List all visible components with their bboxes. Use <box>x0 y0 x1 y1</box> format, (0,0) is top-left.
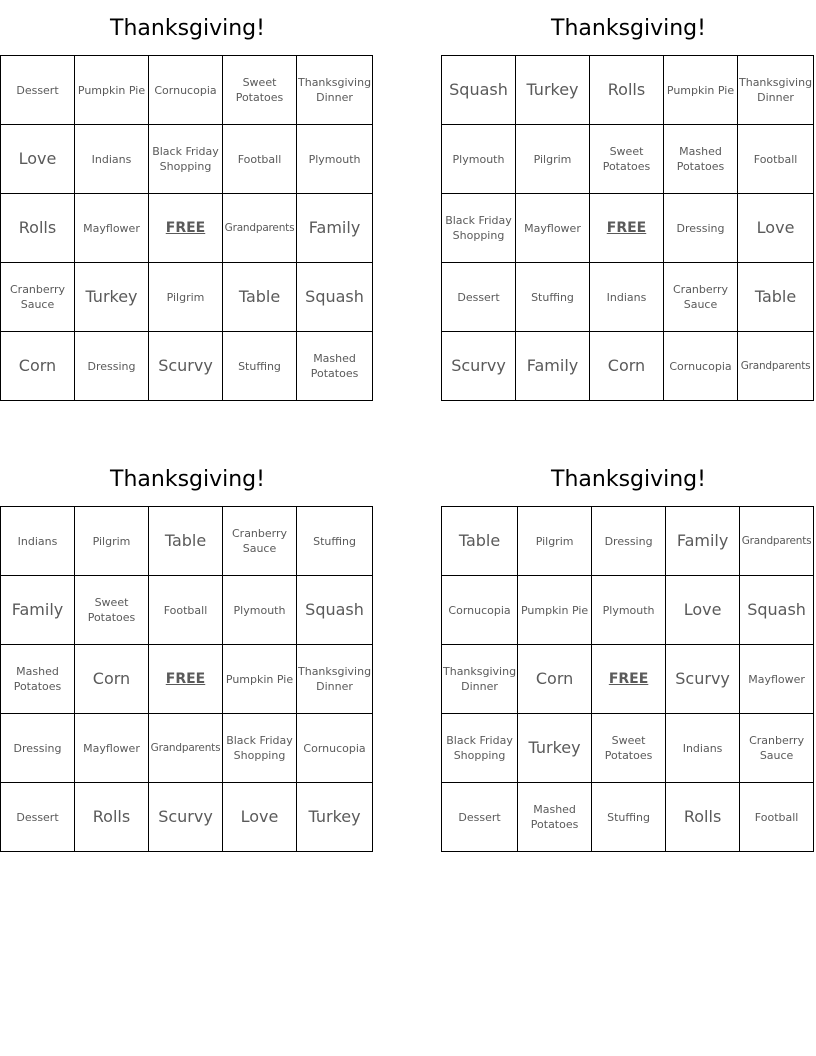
bingo-cell: Love <box>666 576 740 645</box>
bingo-cell: Turkey <box>297 783 373 852</box>
bingo-cell: Squash <box>297 263 373 332</box>
free-space: FREE <box>592 645 666 714</box>
bingo-cell: Pilgrim <box>518 507 592 576</box>
bingo-cell: Cornucopia <box>664 332 738 401</box>
bingo-cell: Thanksgiving Dinner <box>297 645 373 714</box>
bingo-cell: Sweet Potatoes <box>75 576 149 645</box>
bingo-grid <box>441 55 814 401</box>
bingo-cell: Table <box>442 507 518 576</box>
bingo-cell: Corn <box>590 332 664 401</box>
grid-row <box>1 576 373 645</box>
bingo-cell: Cranberry Sauce <box>1 263 75 332</box>
grid-row <box>442 56 814 125</box>
bingo-cell: Thanksgiving Dinner <box>297 56 373 125</box>
bingo-cell: Dessert <box>1 56 75 125</box>
bingo-cell: Scurvy <box>149 783 223 852</box>
bingo-cell: Pumpkin Pie <box>223 645 297 714</box>
bingo-grid <box>0 55 373 401</box>
grid-row <box>1 645 373 714</box>
bingo-cell: Football <box>149 576 223 645</box>
bingo-cell: Black Friday Shopping <box>223 714 297 783</box>
free-space: FREE <box>590 194 664 263</box>
bingo-cell: Mashed Potatoes <box>664 125 738 194</box>
bingo-cell: Mayflower <box>75 194 149 263</box>
bingo-cell: Stuffing <box>592 783 666 852</box>
bingo-cell: Thanksgiving Dinner <box>738 56 814 125</box>
bingo-cell: Mayflower <box>75 714 149 783</box>
bingo-cell: Stuffing <box>516 263 590 332</box>
bingo-cell: Mashed Potatoes <box>1 645 75 714</box>
bingo-cell: Cranberry Sauce <box>664 263 738 332</box>
bingo-cell: Corn <box>75 645 149 714</box>
bingo-cell: Turkey <box>75 263 149 332</box>
bingo-cell: Corn <box>518 645 592 714</box>
free-space: FREE <box>149 645 223 714</box>
bingo-cell: Black Friday Shopping <box>442 714 518 783</box>
bingo-cell: Squash <box>740 576 814 645</box>
grid-row <box>1 125 373 194</box>
bingo-cell: Dressing <box>75 332 149 401</box>
bingo-cell: Indians <box>666 714 740 783</box>
bingo-cell: Family <box>297 194 373 263</box>
bingo-cell: Mashed Potatoes <box>518 783 592 852</box>
bingo-cell: Plymouth <box>223 576 297 645</box>
bingo-cell: Turkey <box>516 56 590 125</box>
card-title: Thanksgiving! <box>110 16 265 41</box>
bingo-cell: Football <box>740 783 814 852</box>
bingo-cell: Indians <box>590 263 664 332</box>
bingo-cell: Family <box>666 507 740 576</box>
bingo-cell: Dressing <box>592 507 666 576</box>
bingo-cell: Sweet Potatoes <box>592 714 666 783</box>
bingo-cell: Stuffing <box>223 332 297 401</box>
bingo-cell: Dessert <box>442 783 518 852</box>
bingo-cell: Black Friday Shopping <box>149 125 223 194</box>
bingo-cell: Football <box>738 125 814 194</box>
bingo-cell: Family <box>516 332 590 401</box>
bingo-cell: Table <box>149 507 223 576</box>
bingo-cell: Cranberry Sauce <box>223 507 297 576</box>
bingo-cell: Pumpkin Pie <box>518 576 592 645</box>
grid-row <box>1 714 373 783</box>
bingo-cell: Cornucopia <box>442 576 518 645</box>
bingo-cell: Thanksgiving Dinner <box>442 645 518 714</box>
bingo-cell: Rolls <box>666 783 740 852</box>
bingo-cell: Family <box>1 576 75 645</box>
bingo-cell: Indians <box>1 507 75 576</box>
bingo-cell: Plymouth <box>297 125 373 194</box>
bingo-cell: Pumpkin Pie <box>75 56 149 125</box>
grid-row <box>442 576 814 645</box>
bingo-cell: Grandparents <box>149 714 223 783</box>
bingo-cell: Dressing <box>1 714 75 783</box>
bingo-cell: Scurvy <box>666 645 740 714</box>
card-title: Thanksgiving! <box>110 467 265 492</box>
bingo-cell: Scurvy <box>442 332 516 401</box>
grid-row <box>442 332 814 401</box>
card-title: Thanksgiving! <box>551 467 706 492</box>
bingo-cell: Table <box>223 263 297 332</box>
bingo-cell: Dessert <box>1 783 75 852</box>
bingo-cell: Scurvy <box>149 332 223 401</box>
bingo-grid <box>441 506 814 852</box>
bingo-cell: Plymouth <box>442 125 516 194</box>
bingo-cell: Love <box>738 194 814 263</box>
bingo-cell: Pilgrim <box>516 125 590 194</box>
bingo-cell: Grandparents <box>740 507 814 576</box>
grid-row <box>1 263 373 332</box>
bingo-cell: Sweet Potatoes <box>590 125 664 194</box>
bingo-cell: Sweet Potatoes <box>223 56 297 125</box>
bingo-cell: Table <box>738 263 814 332</box>
bingo-cell: Grandparents <box>223 194 297 263</box>
bingo-cell: Indians <box>75 125 149 194</box>
bingo-cell: Rolls <box>75 783 149 852</box>
grid-row <box>1 507 373 576</box>
bingo-grid <box>0 506 373 852</box>
bingo-cell: Squash <box>442 56 516 125</box>
card-title: Thanksgiving! <box>551 16 706 41</box>
bingo-cell: Cornucopia <box>149 56 223 125</box>
grid-row <box>442 263 814 332</box>
bingo-cell: Dressing <box>664 194 738 263</box>
bingo-cell: Grandparents <box>738 332 814 401</box>
bingo-cell: Love <box>223 783 297 852</box>
bingo-cell: Stuffing <box>297 507 373 576</box>
bingo-cell: Love <box>1 125 75 194</box>
bingo-cell: Cranberry Sauce <box>740 714 814 783</box>
bingo-cell: Pumpkin Pie <box>664 56 738 125</box>
grid-row <box>1 194 373 263</box>
bingo-cell: Dessert <box>442 263 516 332</box>
bingo-cell: Mashed Potatoes <box>297 332 373 401</box>
bingo-cell: Mayflower <box>516 194 590 263</box>
bingo-cell: Pilgrim <box>149 263 223 332</box>
bingo-cell: Mayflower <box>740 645 814 714</box>
bingo-cell: Pilgrim <box>75 507 149 576</box>
bingo-cell: Rolls <box>590 56 664 125</box>
bingo-cell: Corn <box>1 332 75 401</box>
grid-row <box>442 783 814 852</box>
free-space: FREE <box>149 194 223 263</box>
bingo-cell: Squash <box>297 576 373 645</box>
grid-row <box>1 332 373 401</box>
grid-row <box>442 194 814 263</box>
bingo-cell: Cornucopia <box>297 714 373 783</box>
bingo-cell: Turkey <box>518 714 592 783</box>
bingo-cell: Rolls <box>1 194 75 263</box>
bingo-cell: Black Friday Shopping <box>442 194 516 263</box>
bingo-cell: Football <box>223 125 297 194</box>
grid-row <box>442 507 814 576</box>
grid-row <box>1 783 373 852</box>
grid-row <box>442 645 814 714</box>
grid-row <box>442 714 814 783</box>
bingo-cell: Plymouth <box>592 576 666 645</box>
grid-row <box>442 125 814 194</box>
grid-row <box>1 56 373 125</box>
